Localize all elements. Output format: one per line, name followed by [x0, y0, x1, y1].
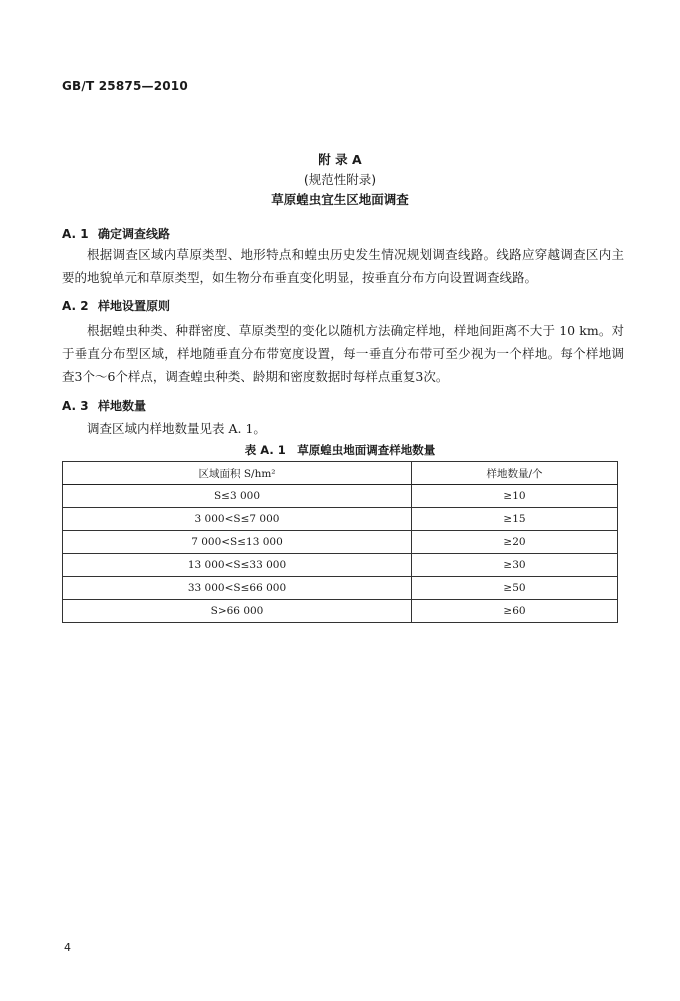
count-cell: ≥60 [412, 600, 618, 623]
column-header-count: 样地数量/个 [412, 462, 618, 485]
appendix-type: (规范性附录) [303, 172, 377, 187]
count-cell: ≥20 [412, 531, 618, 554]
count-cell: ≥50 [412, 577, 618, 600]
table-row [63, 600, 618, 623]
section-a3-heading [62, 397, 146, 414]
section-number: A. 3 [62, 399, 89, 413]
appendix-subtitle: 草原蝗虫宜生区地面调查 [271, 192, 409, 207]
count-cell: ≥30 [412, 554, 618, 577]
standard-code: GB/T 25875—2010 [62, 79, 188, 93]
table-row [63, 531, 618, 554]
table-row [63, 554, 618, 577]
page-number: 4 [64, 941, 71, 954]
count-cell: ≥10 [412, 485, 618, 508]
area-cell: 3 000<S≤7 000 [63, 508, 412, 531]
section-a2-paragraph: 根据蝗虫种类、种群密度、草原类型的变化以随机方法确定样地，样地间距离不大于 10 km。对于垂直分布型区域，样地随垂直分布带宽度设置，每一垂直分布带可至少视为一个样地。每个样地调查3个～6个样点，调查蝗虫种类、龄期和密度数据时每样点重复3次。 [62, 323, 624, 384]
area-cell: 7 000<S≤13 000 [63, 531, 412, 554]
area-cell: 13 000<S≤33 000 [63, 554, 412, 577]
appendix-title: 附 录 A [318, 152, 362, 167]
area-cell: S≤3 000 [63, 485, 412, 508]
table-row [63, 577, 618, 600]
section-title: 样地设置原则 [98, 299, 171, 313]
table-header-row [63, 462, 618, 485]
area-cell: 33 000<S≤66 000 [63, 577, 412, 600]
section-a2-heading [62, 297, 170, 314]
section-a3-paragraph: 调查区域内样地数量见表 A. 1。 [87, 421, 266, 436]
section-a1-heading [62, 225, 170, 242]
table-row [63, 508, 618, 531]
table-caption: 表 A. 1 草原蝗虫地面调查样地数量 [244, 443, 436, 457]
column-header-area: 区域面积 S/hm² [63, 462, 412, 485]
plot-count-table [62, 461, 618, 623]
count-cell: ≥15 [412, 508, 618, 531]
section-a1-paragraph: 根据调查区域内草原类型、地形特点和蝗虫历史发生情况规划调查线路。线路应穿越调查区内主要的地貌单元和草原类型，如生物分布垂直变化明显，按垂直分布方向设置调查线路。 [62, 247, 624, 285]
table-row [63, 485, 618, 508]
section-number: A. 1 [62, 227, 89, 241]
section-title: 确定调查线路 [98, 227, 171, 241]
section-title: 样地数量 [98, 399, 147, 413]
area-cell: S>66 000 [63, 600, 412, 623]
section-number: A. 2 [62, 299, 89, 313]
